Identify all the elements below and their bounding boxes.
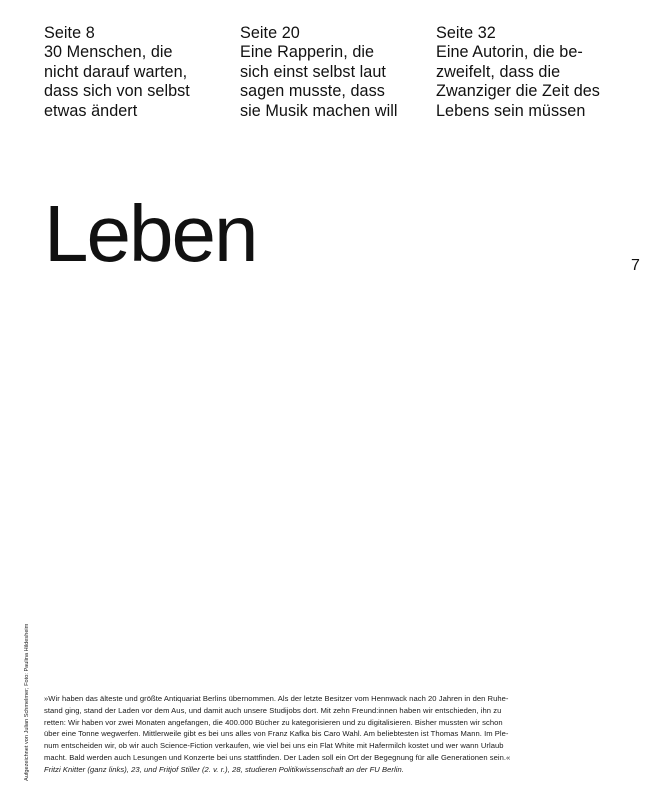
photo-caption: Fritzi Knitter (ganz links), 23, und Fritjof Stiller (2. v. r.), 28, studieren Politikwissenschaft an der FU Berlin. [44, 764, 404, 774]
quote-line: num entscheiden wir, ob wir auch Science-Fiction verkaufen, wie viel bei uns ein Flat White mit Hafermilch kostet und wer wann Urlaub [44, 741, 504, 751]
teaser-page-ref: Seite 20 [240, 24, 300, 42]
quote-line: retten: Wir haben vor zwei Monaten angefangen, die 400.000 Bücher zu kategorisieren und zu digitalisieren. Bisher mussten wir schon [44, 717, 503, 727]
teaser-page-ref: Seite 8 [44, 24, 95, 42]
teaser-text-line: Eine Rapperin, die [240, 43, 375, 62]
quote-line: macht. Bald werden auch Lesungen und Konzerte bei uns stattfinden. Der Laden soll ein Ort der Begegnung für alle Generationen sein.« [44, 752, 511, 762]
quote-line: stand ging, stand der Laden vor dem Aus, und damit auch unsere Studijobs dort. Mit zehn Freund:innen haben wir entschieden, ihn zu [44, 705, 502, 715]
teaser-text-line: dass sich von selbst [44, 82, 190, 101]
teaser-text-line: nicht darauf warten, [44, 62, 188, 81]
teaser-text-line: etwas ändert [44, 101, 138, 120]
teaser-text-line: Lebens sein müssen [436, 101, 586, 120]
teaser-text-line: sagen musste, dass [240, 82, 385, 101]
section-title: Leben [44, 189, 257, 278]
teaser-page-32[interactable] [436, 24, 616, 121]
teaser-page-ref: Seite 32 [436, 24, 496, 42]
teaser-text-line: Eine Autorin, die be- [436, 43, 583, 62]
teaser-text-line: Zwanziger die Zeit des [436, 82, 600, 101]
teaser-text-line: sie Musik machen will [240, 101, 398, 120]
quote-line: über eine Tonne wegwerfen. Mittlerweile gibt es bei uns alles von Franz Kafka bis Caro Wahl. Am beliebtesten ist Thomas Mann. Im Ple- [44, 729, 509, 739]
photo-credit: Aufgezeichnet von Julian Schmelmer; Foto: Paulina Hildesheim [24, 623, 30, 781]
quote-block [44, 693, 624, 776]
teaser-text-line: zweifelt, dass die [436, 62, 561, 81]
teaser-text-line: 30 Menschen, die [44, 43, 173, 62]
teaser-page-8[interactable] [44, 24, 224, 121]
page-number: 7 [631, 257, 640, 274]
teaser-text-line: sich einst selbst laut [240, 62, 386, 81]
teaser-page-20[interactable] [240, 24, 420, 121]
quote-line: »Wir haben das älteste und größte Antiquariat Berlins übernommen. Als der letzte Besitzer vom Hennwack nach 20 Jahren in den Ruhe- [44, 694, 509, 703]
